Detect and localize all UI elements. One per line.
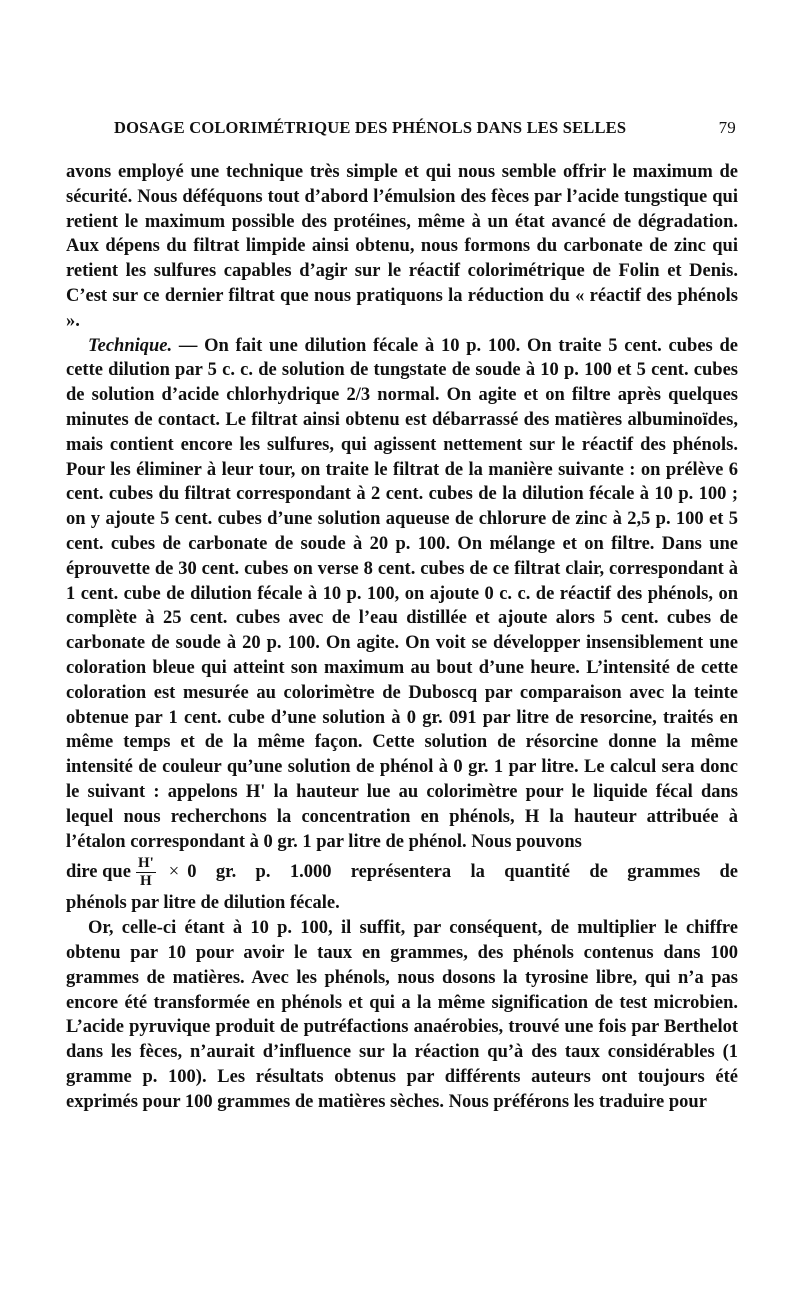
- paragraph-technique-end: phénols par litre de dilution fécale.: [66, 893, 340, 914]
- running-title: DOSAGE COLORIMÉTRIQUE DES PHÉNOLS DANS LES SELLES: [114, 118, 627, 137]
- page-number: 79: [718, 118, 736, 137]
- technique-text: — On fait une dilution fécale à 10 p. 100. On traite 5 cent. cubes de cette dilution par 5 c. c. de solution de tungstate de soude à 10 p. 100 et 5 cent. cubes de solution d’acide chlorhydrique 2/3 normal. On agite et on filtre après quelques minutes de contact. Le filtrat ainsi obtenu est débarrassé des matières albuminoïdes, mais contient encore les sulfures, qui agissent nettement sur le réactif des phénols. Pour les éliminer à leur tour, on traite le filtrat de la manière suivante : on prélève 6 cent. cubes du filtrat correspondant à 2 cent. cubes de la dilution fécale à 10 p. 100 ; on y ajoute 5 cent. cubes d’une solution aqueuse de chlorure de zinc à 2,5 p. 100 et 5 cent. cubes de carbonate de soude à 20 p. 100. On mélange et on filtre. Dans une éprouvette de 30 cent. cubes on verse 8 cent. cubes de ce filtrat clair, correspondant à 1 cent. cube de dilution fécale à 10 p. 100, on ajoute 0 c. c. de réactif des phénols, on complète à 25 cent. cubes avec de l’eau distillée et ajoute alors 5 cent. cubes de carbonate de soude à 20 p. 100. On agite. On voit se développer insensiblement une coloration bleue qui atteint son maximum au bout d’une heure. L’intensité de cette coloration est mesurée au colorimètre de Duboscq par comparaison avec la teinte obtenue par 1 cent. cube d’une solution à 0 gr. 091 par litre de resorcine, traités en même temps et de la même façon. Cette solution de résorcine donne la même intensité de couleur qu’une solution de phénol à 0 gr. 1 par litre. Le calcul sera donc le suivant : appelons H' la hauteur lue au colorimètre pour le liquide fécal dans lequel nous recherchons la concentration en phénols, H la hauteur attribuée à l’étalon correspondant à 0 gr. 1 par litre de phénol. Nous pouvons: [66, 335, 738, 852]
- paragraph-calculation: Or, celle-ci étant à 10 p. 100, il suffit, par conséquent, de multiplier le chiffre obtenu par 10 pour avoir le taux en grammes, des phénols contenus dans 100 grammes de matières. Avec les phénols, nous dosons la tyrosine libre, qui n’a pas encore été transformée en phénols et qui a la même signification de test microbien. L’acide pyruvique produit de putréfactions anaérobies, trouvé une fois par Berthelot dans les fèces, n’aurait d’influence sur la réaction qu’à des taux considérables (1 gramme p. 100). Les résultats obtenus par différents auteurs ont toujours été exprimés pour 100 grammes de matières sèches. Nous préférons les traduire pour: [66, 918, 738, 1112]
- body-text: [66, 160, 738, 1114]
- multiply-sign: ×: [168, 862, 180, 883]
- running-head: [66, 118, 738, 138]
- page: [66, 118, 738, 1114]
- fraction-numerator: H': [137, 855, 154, 872]
- formula-prefix: dire que: [66, 862, 131, 883]
- formula-inline: [66, 856, 187, 889]
- paragraph-technique: [66, 334, 738, 855]
- formula-line: [66, 856, 738, 889]
- formula-suffix: 0 gr. p. 1.000 représentera la quantité de grammes de: [187, 862, 738, 883]
- technique-heading: Technique.: [88, 335, 173, 356]
- paragraph-intro: avons employé une technique très simple et qui nous semble offrir le maximum de sécurité. Nous déféquons tout d’abord l’émulsion des fèces par l’acide tungstique qui retient le maximum possible des protéines, même à un état avancé de dégradation. Aux dépens du filtrat limpide ainsi obtenu, nous formons du carbonate de zinc qui retient les sulfures capables d’agir sur le réactif colorimétrique de Folin et Denis. C’est sur ce dernier filtrat que nous pratiquons la réduction du « réactif des phénols ».: [66, 162, 738, 331]
- fraction-h-prime-over-h: [136, 856, 156, 889]
- fraction-denominator: H: [140, 873, 152, 890]
